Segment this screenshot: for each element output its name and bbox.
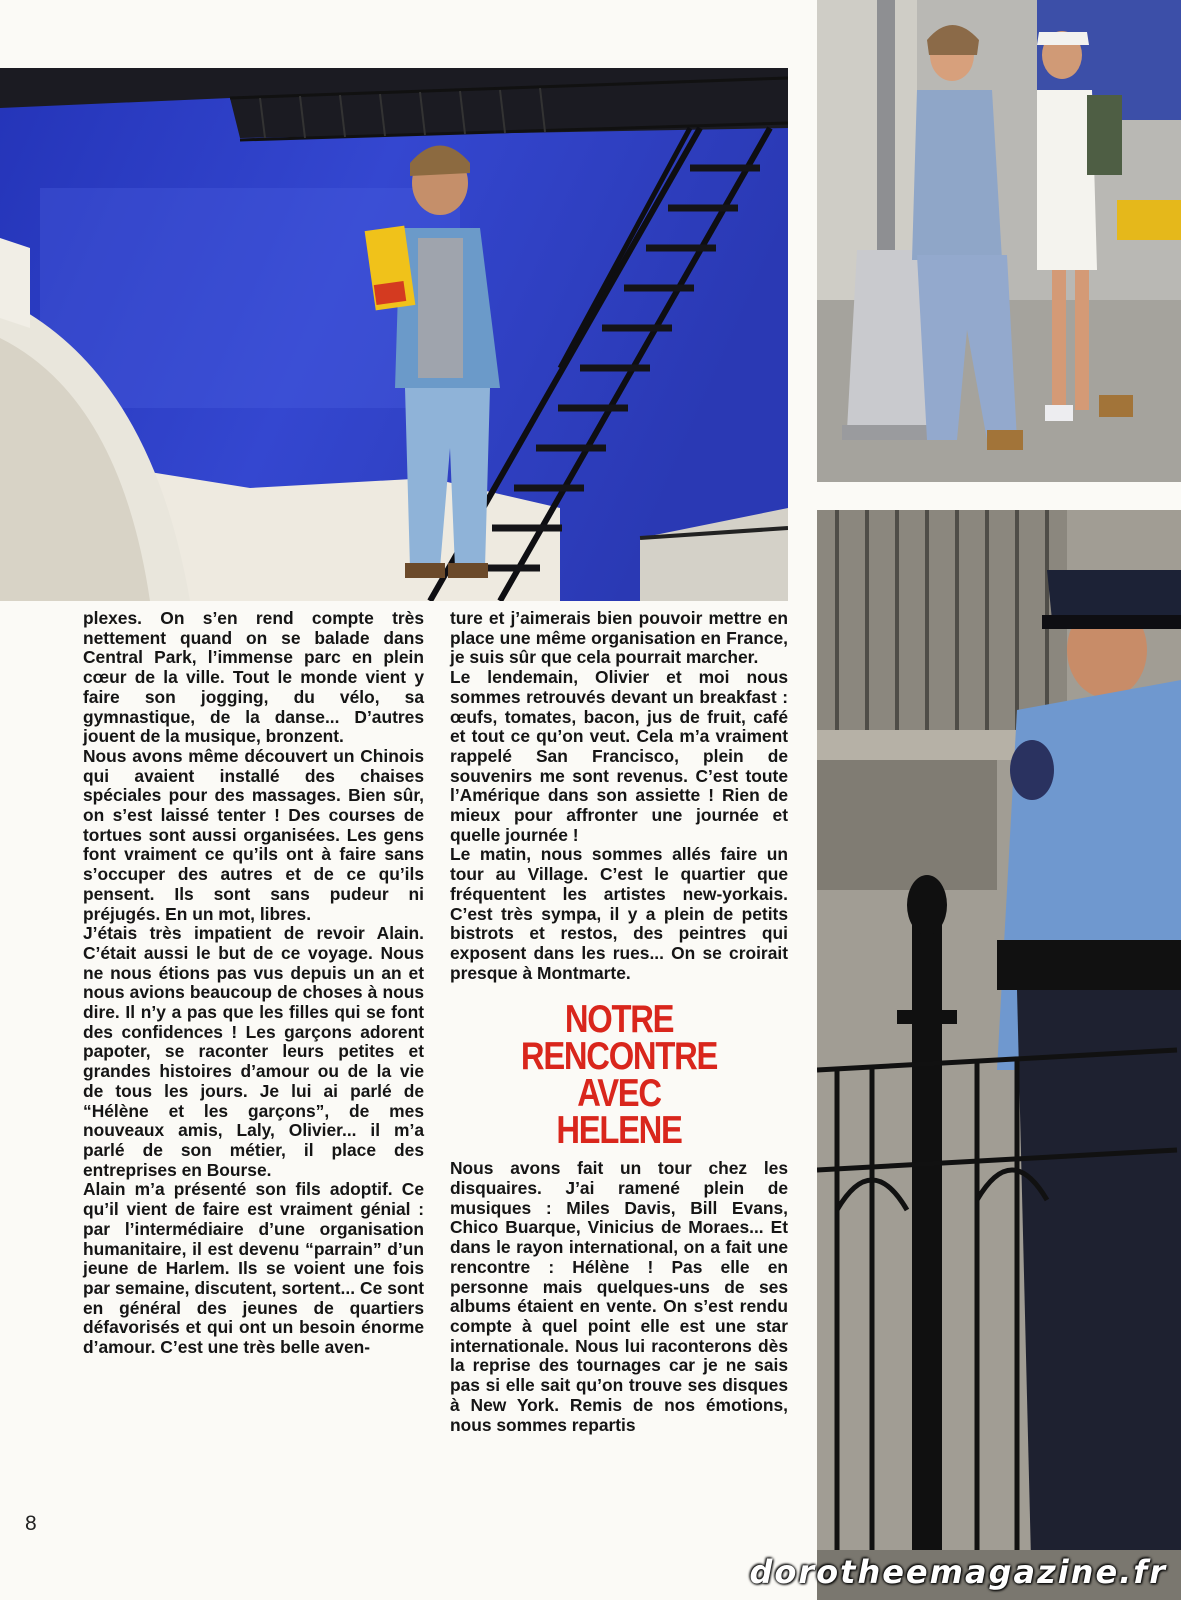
heading-line: HELENE: [556, 1109, 682, 1153]
paragraph: Le lendemain, Olivier et moi nous sommes retrouvés devant un breakfast : œufs, tomates, bacon, jus de fruit, café et tout ce qu’on veut. Cela m’a vraiment rappelé San Francisco, plein de souvenirs me sont revenus. C’est toute l’Amérique dans son assiette ! Rien de mieux pour affronter une journée et quelle journée !: [450, 667, 788, 845]
paragraph: plexes. On s’en rend compte très nettement quand on se balade dans Central Park, l’immense parc en plein cœur de la ville. Tout le monde vient y faire son jogging, du vélo, sa gymnastique, de la danse... D’autres jouent de la musique, bronzent.: [83, 608, 424, 747]
photo-fire-escape: [0, 68, 788, 601]
heading-line: NOTRE: [564, 998, 674, 1042]
paragraph: Alain m’a présenté son fils adoptif. Ce qu’il vient de faire est vraiment génial : par l’intermédiaire d’une organisation humanitaire, il est devenu “parrain” d’un jeune de Harlem. Ils se voient une fois par semaine, discutent, sortent... Ce sont en général des jeunes de quartiers défavorisés et qui ont un besoin énorme d’amour. C’est une très belle aven-: [83, 1179, 424, 1358]
article-column-left: [83, 609, 424, 1358]
fire-escape-illustration: [0, 68, 788, 601]
paragraph: J’étais très impatient de revoir Alain. C’était aussi le but de ce voyage. Nous ne nous étions pas vus depuis un an et nous avions beaucoup de choses à nous dire. Il n’y a pas que les filles qui se font des confidences ! Les garçons adorent papoter, se raconter leurs petites et grandes histoires d’amour ou de la vie de tous les jours. Je lui ai parlé de “Hélène et les garçons”, de mes nouveaux amis, Laly, Olivier... il m’a parlé de son métier, il place des entreprises en Bourse.: [83, 923, 424, 1180]
page-number: 8: [25, 1512, 37, 1535]
photo-police-officer: [817, 510, 1181, 1600]
photo-couple-street: [817, 0, 1181, 482]
paragraph: Le matin, nous sommes allés faire un tour au Village. C’est le quartier que fréquentent les artistes new-yorkais. C’est très sympa, il y a plein de petits bistrots et restos, des peintres qui exposent dans les rues... On se croirait presque à Montmarte.: [450, 844, 788, 983]
site-watermark: dorotheemagazine.fr: [749, 1553, 1167, 1591]
paragraph: Nous avons même découvert un Chinois qui avaient installé des chaises spéciales pour des massages. Bien sûr, on s’est laissé tenter ! Des courses de tortues sont aussi organisées. Les gens font vraiment ce qu’ils ont à faire sans s’occuper des autres et de ce qu’ils pensent. Ils sont sans pudeur ni préjugés. En un mot, libres.: [83, 745, 424, 924]
article-column-right: [450, 609, 788, 1435]
section-heading: [477, 998, 761, 1153]
couple-illustration: [817, 0, 1181, 482]
paragraph: ture et j’aimerais bien pouvoir mettre en place une même organisation en France, je suis sûr que cela pourrait marcher.: [450, 608, 788, 668]
paragraph: Nous avons fait un tour chez les disquaires. J’ai ramené plein de musiques : Miles Davis, Bill Evans, Chico Buarque, Vinicius de Moraes... Et dans le rayon international, on a fait une rencontre : Hélène ! Pas elle en personne mais quelques-uns de ses albums étaient en vente. On s’est rendu compte à quel point elle est une star internationale. Nous lui raconterons dès la reprise des tournages car je ne sais pas si elle sait qu’on trouve ses disques à New York. Remis de nos émotions, nous sommes repartis: [450, 1158, 788, 1435]
police-officer-illustration: [817, 510, 1181, 1600]
heading-line: RENCONTRE AVEC: [520, 1035, 718, 1116]
